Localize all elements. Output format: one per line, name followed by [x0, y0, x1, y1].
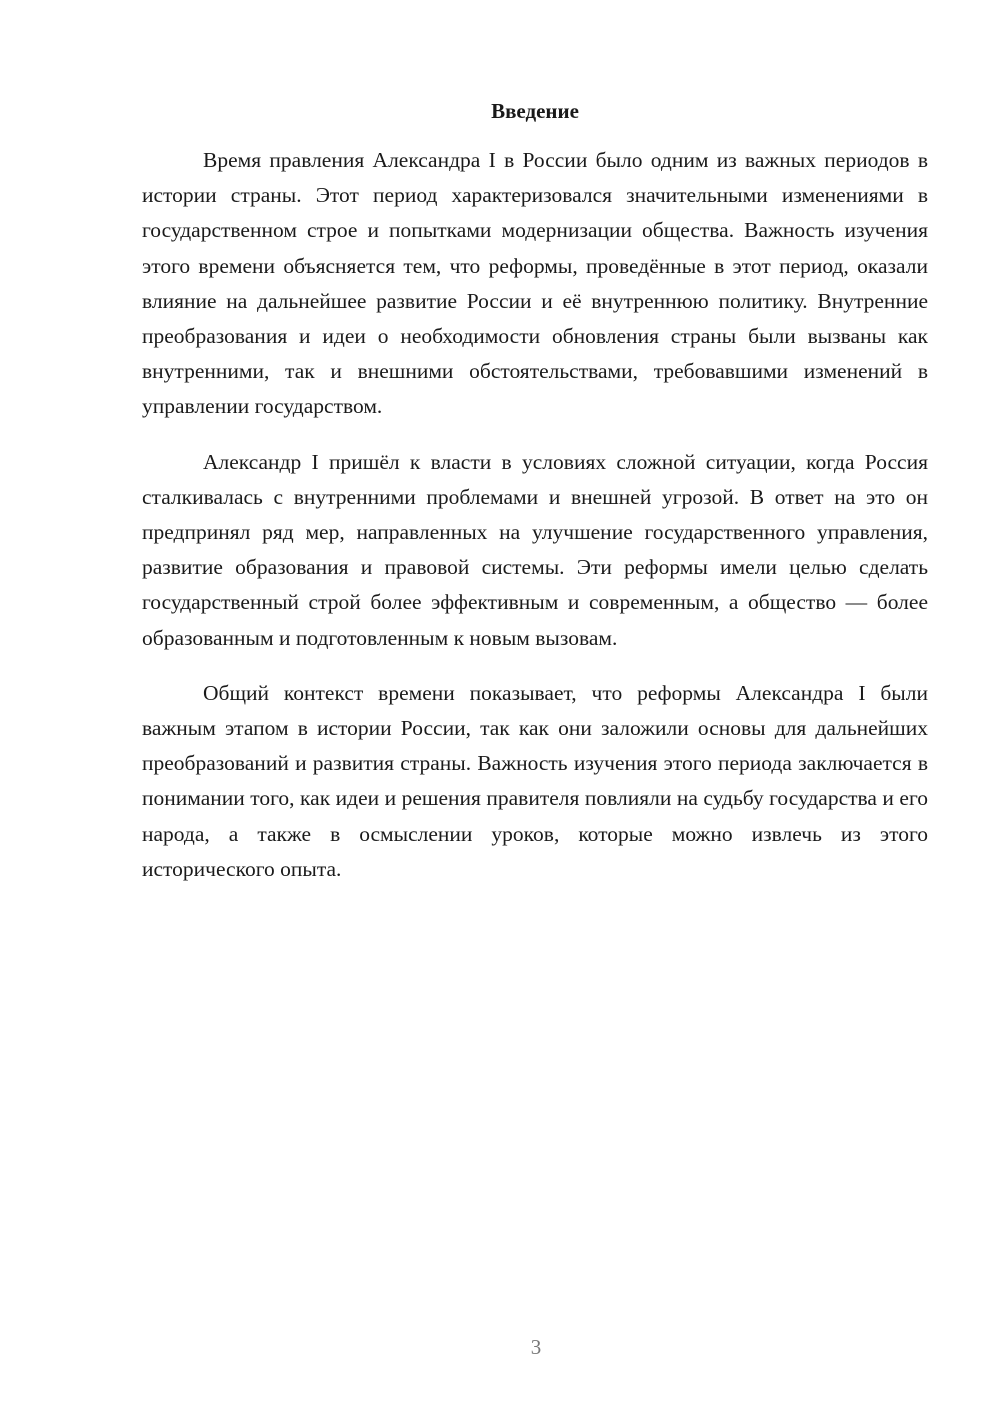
body-text: [142, 143, 928, 907]
page-number: 3: [530, 1335, 542, 1359]
paragraph-3: Общий контекст времени показывает, что реформы Александра I были важным этапом в истории России, так как они заложили основы для дальнейших преобразований и развития страны. Важность изучения этого периода заключается в понимании того, как идеи и решения правителя повлияли на судьбу государства и его народа, а также в осмыслении уроков, которые можно извлечь из этого исторического опыта.: [142, 680, 928, 881]
paragraph-1: Время правления Александра I в России было одним из важных периодов в истории страны. Этот период характеризовался значительными изменениями в государственном строе и попытками модернизации общества. Важность изучения этого времени объясняется тем, что реформы, проведённые в этот период, оказали влияние на дальнейшее развитие России и её внутреннюю политику. Внутренние преобразования и идеи о необходимости обновления страны были вызваны как внутренними, так и внешними обстоятельствами, требовавшими изменений в управлении государством.: [142, 148, 928, 419]
section-heading: Введение: [491, 99, 579, 123]
paragraph-2: Александр I пришёл к власти в условиях сложной ситуации, когда Россия сталкивалась с внутренними проблемами и внешней угрозой. В ответ на это он предпринял ряд мер, направленных на улучшение государственного управления, развитие образования и правовой системы. Эти реформы имели целью сделать государственный строй более эффективным и современным, а общество — более образованным и подготовленным к новым вызовам.: [142, 449, 928, 650]
